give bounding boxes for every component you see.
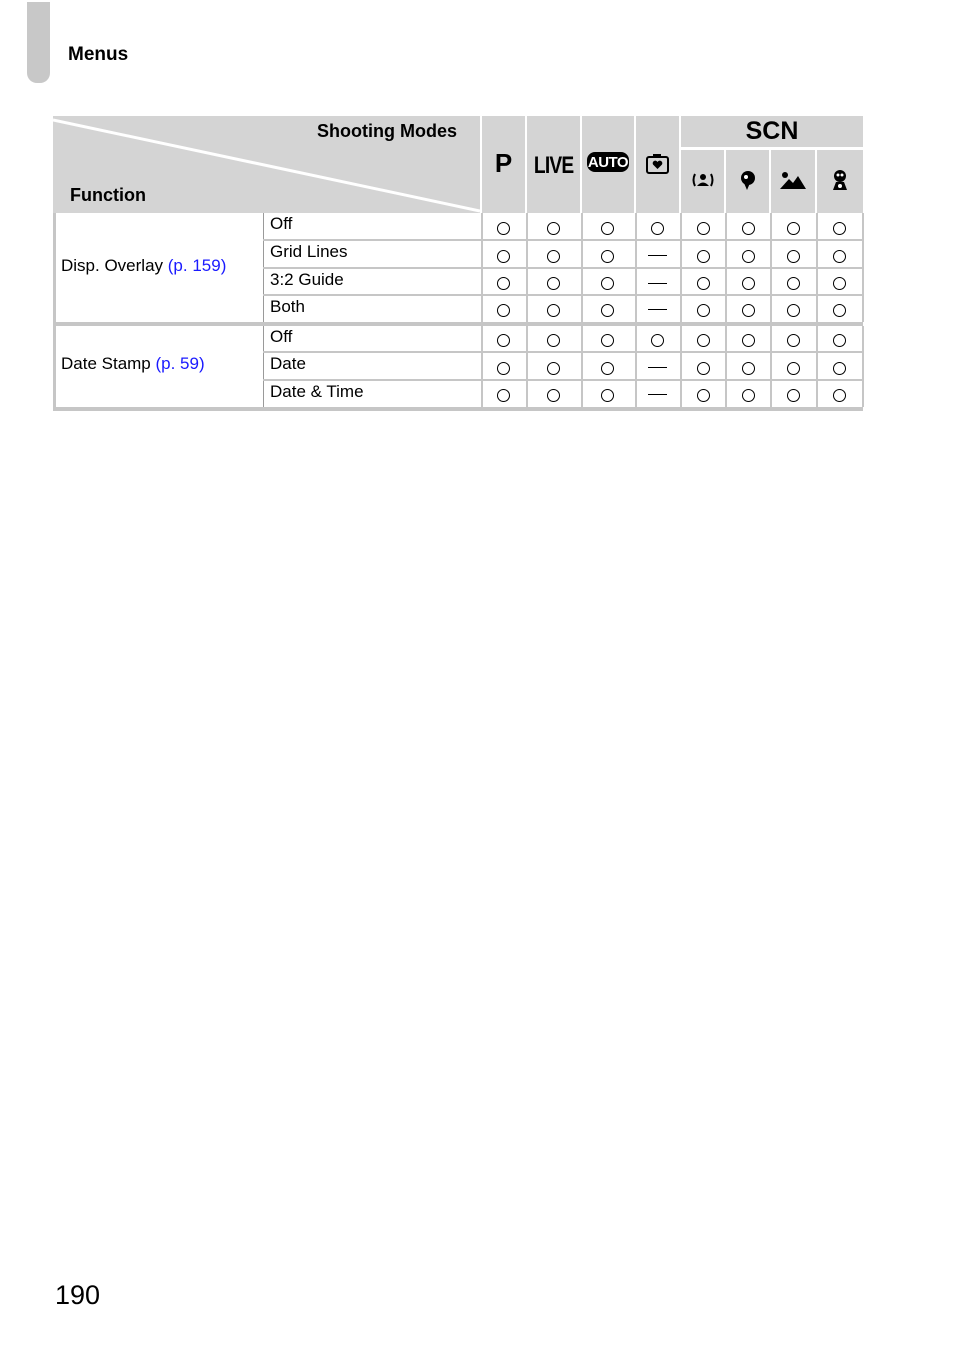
function-name: Disp. Overlay <box>61 256 164 275</box>
group-divider <box>53 322 863 326</box>
available-circle <box>547 334 560 347</box>
available-circle <box>601 362 614 375</box>
page-number: 190 <box>55 1280 101 1310</box>
available-circle <box>601 304 614 317</box>
setting-label: Date & Time <box>270 382 364 401</box>
available-circle <box>547 362 560 375</box>
mode-header-scn-2 <box>726 150 769 213</box>
available-circle <box>697 362 710 375</box>
available-circle <box>833 277 846 290</box>
available-circle <box>697 334 710 347</box>
corner-header-cell <box>53 116 480 213</box>
available-circle <box>497 334 510 347</box>
shooting-modes-label: Shooting Modes <box>317 121 457 141</box>
setting-label: Off <box>270 327 293 346</box>
function-disp-overlay <box>61 256 226 276</box>
function-name: Date Stamp <box>61 354 151 373</box>
mode-header-p <box>482 116 525 213</box>
available-circle <box>742 304 755 317</box>
available-circle <box>547 277 560 290</box>
available-circle <box>601 334 614 347</box>
available-circle <box>787 222 800 235</box>
function-date-stamp <box>61 354 205 374</box>
table-bottom-border <box>53 407 863 411</box>
available-circle <box>601 222 614 235</box>
scn-group-header <box>681 116 863 147</box>
available-circle <box>833 362 846 375</box>
available-circle <box>697 389 710 402</box>
chapter-tab-marker <box>27 2 50 83</box>
mode-header-scn-3 <box>771 150 815 213</box>
available-circle <box>742 250 755 263</box>
mode-auto-icon <box>587 152 629 172</box>
mode-scn-portrait-icon <box>681 168 724 192</box>
mode-header-scn-1 <box>681 150 724 213</box>
available-circle <box>697 250 710 263</box>
row-divider <box>263 351 863 353</box>
available-circle <box>787 362 800 375</box>
mode-header-scn-4 <box>817 150 863 213</box>
available-circle <box>601 389 614 402</box>
unavailable-dash <box>648 255 667 256</box>
available-circle <box>651 222 664 235</box>
available-circle <box>697 277 710 290</box>
mode-header-easy <box>636 116 679 213</box>
column-divider <box>816 326 818 407</box>
available-circle <box>833 334 846 347</box>
mode-header-auto <box>582 116 634 213</box>
available-circle <box>742 389 755 402</box>
shooting-modes-table <box>53 116 863 411</box>
setting-label: Date <box>270 354 306 373</box>
mode-p-icon-text: P <box>494 147 513 178</box>
column-divider <box>725 326 727 407</box>
available-circle <box>742 277 755 290</box>
available-circle <box>497 277 510 290</box>
mode-scn-landscape-icon <box>771 168 815 192</box>
function-label: Function <box>70 185 146 205</box>
available-circle <box>787 250 800 263</box>
available-circle <box>833 222 846 235</box>
row-divider <box>263 267 863 269</box>
unavailable-dash <box>648 283 667 284</box>
available-circle <box>697 304 710 317</box>
available-circle <box>833 250 846 263</box>
row-divider <box>263 379 863 381</box>
column-divider <box>635 326 637 407</box>
unavailable-dash <box>648 309 667 310</box>
available-circle <box>742 222 755 235</box>
unavailable-dash <box>648 394 667 395</box>
available-circle <box>787 304 800 317</box>
page-ref-link[interactable]: (p. 159) <box>167 256 227 275</box>
column-divider <box>581 326 583 407</box>
table-left-border <box>53 213 56 411</box>
mode-scn-smart-shutter-icon <box>726 167 769 193</box>
available-circle <box>547 222 560 235</box>
available-circle <box>497 304 510 317</box>
mode-p-icon <box>482 143 525 183</box>
column-divider <box>481 326 483 407</box>
column-divider <box>680 326 682 407</box>
row-divider <box>263 294 863 296</box>
mode-live-icon <box>527 146 580 186</box>
column-divider <box>770 326 772 407</box>
mode-easy-icon <box>645 152 670 176</box>
available-circle <box>601 277 614 290</box>
available-circle <box>833 304 846 317</box>
mode-scn-kids-pets-icon <box>817 167 863 193</box>
mode-header-live <box>527 116 580 213</box>
page-ref-link[interactable]: (p. 59) <box>155 354 205 373</box>
available-circle <box>742 362 755 375</box>
unavailable-dash <box>648 367 667 368</box>
available-circle <box>497 250 510 263</box>
mode-live-icon-text: LIVE <box>533 152 574 179</box>
available-circle <box>497 222 510 235</box>
available-circle <box>547 389 560 402</box>
available-circle <box>497 389 510 402</box>
available-circle <box>601 250 614 263</box>
setting-label: Off <box>270 214 293 233</box>
row-divider <box>263 239 863 241</box>
column-divider <box>263 326 264 407</box>
available-circle <box>547 304 560 317</box>
available-circle <box>547 250 560 263</box>
available-circle <box>787 389 800 402</box>
mode-auto-icon-text: AUTO <box>587 153 629 171</box>
section-title: Menus <box>68 44 129 65</box>
available-circle <box>497 362 510 375</box>
available-circle <box>787 277 800 290</box>
available-circle <box>833 389 846 402</box>
column-divider <box>862 326 864 407</box>
setting-label: 3:2 Guide <box>270 270 344 289</box>
available-circle <box>742 334 755 347</box>
available-circle <box>697 222 710 235</box>
setting-label: Both <box>270 297 305 316</box>
available-circle <box>651 334 664 347</box>
available-circle <box>787 334 800 347</box>
column-divider <box>526 326 528 407</box>
scn-label: SCN <box>745 117 799 145</box>
setting-label: Grid Lines <box>270 242 348 261</box>
